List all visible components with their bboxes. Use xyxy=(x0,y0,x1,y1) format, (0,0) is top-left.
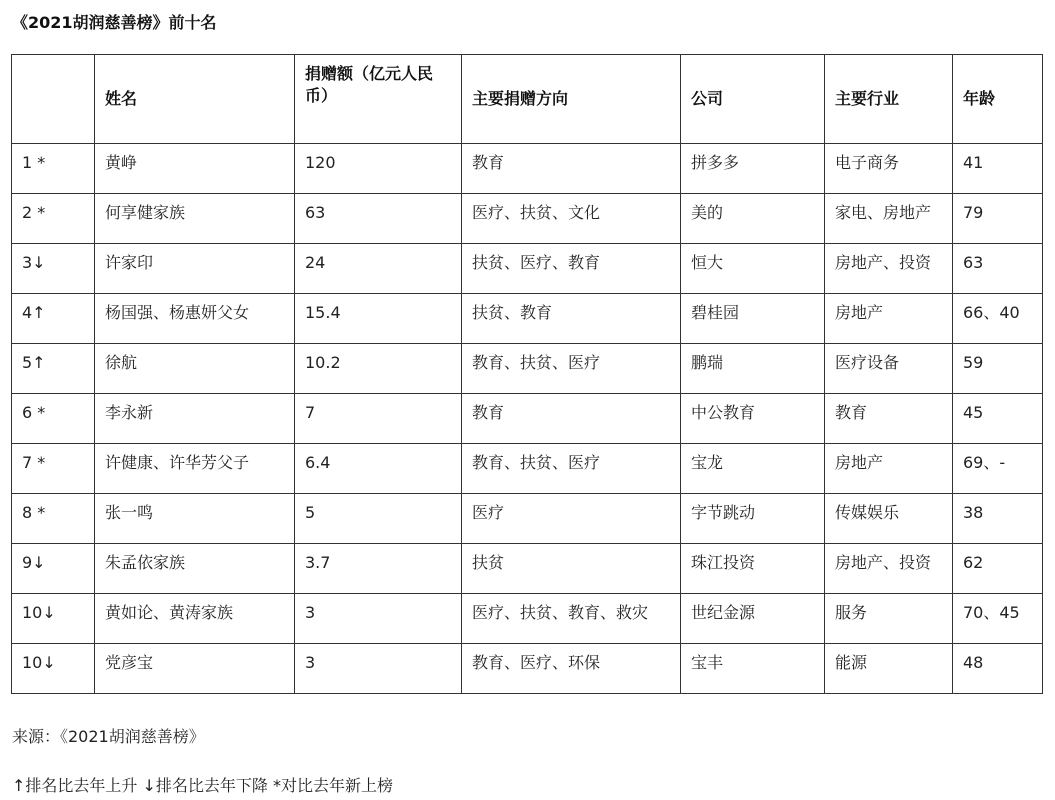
cell-age: 63 xyxy=(953,244,1043,294)
cell-company: 世纪金源 xyxy=(681,594,825,644)
cell-donation: 3 xyxy=(295,594,462,644)
cell-direction: 教育、扶贫、医疗 xyxy=(462,344,681,394)
cell-age: 59 xyxy=(953,344,1043,394)
cell-company: 碧桂园 xyxy=(681,294,825,344)
cell-age: 41 xyxy=(953,144,1043,194)
table-row xyxy=(12,394,1043,444)
cell-age: 45 xyxy=(953,394,1043,444)
header-rank xyxy=(12,55,95,144)
cell-direction: 医疗、扶贫、文化 xyxy=(462,194,681,244)
cell-direction: 医疗 xyxy=(462,494,681,544)
cell-donation: 3 xyxy=(295,644,462,694)
table-header-row xyxy=(12,55,1043,144)
cell-name: 何享健家族 xyxy=(95,194,295,244)
cell-direction: 医疗、扶贫、教育、救灾 xyxy=(462,594,681,644)
legend-note: ↑排名比去年上升 ↓排名比去年下降 *对比去年新上榜 xyxy=(12,776,393,795)
cell-rank: 7 * xyxy=(12,444,95,494)
cell-industry: 房地产 xyxy=(825,444,953,494)
header-age: 年龄 xyxy=(953,55,1043,144)
table-row xyxy=(12,294,1043,344)
cell-industry: 服务 xyxy=(825,594,953,644)
cell-age: 66、40 xyxy=(953,294,1043,344)
table-row xyxy=(12,444,1043,494)
cell-direction: 教育、医疗、环保 xyxy=(462,644,681,694)
cell-donation: 15.4 xyxy=(295,294,462,344)
cell-industry: 房地产、投资 xyxy=(825,244,953,294)
table-row xyxy=(12,594,1043,644)
table-row xyxy=(12,494,1043,544)
cell-donation: 24 xyxy=(295,244,462,294)
cell-donation: 63 xyxy=(295,194,462,244)
table-row xyxy=(12,344,1043,394)
cell-age: 79 xyxy=(953,194,1043,244)
cell-direction: 教育 xyxy=(462,394,681,444)
table-row xyxy=(12,244,1043,294)
cell-name: 黄峥 xyxy=(95,144,295,194)
cell-donation: 7 xyxy=(295,394,462,444)
cell-name: 许家印 xyxy=(95,244,295,294)
cell-rank: 10↓ xyxy=(12,594,95,644)
cell-age: 70、45 xyxy=(953,594,1043,644)
cell-name: 朱孟依家族 xyxy=(95,544,295,594)
cell-rank: 3↓ xyxy=(12,244,95,294)
page-title: 《2021胡润慈善榜》前十名 xyxy=(12,13,217,32)
cell-age: 38 xyxy=(953,494,1043,544)
cell-name: 许健康、许华芳父子 xyxy=(95,444,295,494)
cell-company: 美的 xyxy=(681,194,825,244)
cell-donation: 3.7 xyxy=(295,544,462,594)
cell-rank: 1 * xyxy=(12,144,95,194)
cell-company: 宝丰 xyxy=(681,644,825,694)
cell-direction: 教育 xyxy=(462,144,681,194)
cell-name: 徐航 xyxy=(95,344,295,394)
cell-direction: 扶贫 xyxy=(462,544,681,594)
cell-age: 48 xyxy=(953,644,1043,694)
cell-rank: 4↑ xyxy=(12,294,95,344)
cell-name: 党彦宝 xyxy=(95,644,295,694)
cell-name: 黄如论、黄涛家族 xyxy=(95,594,295,644)
cell-company: 宝龙 xyxy=(681,444,825,494)
cell-direction: 扶贫、医疗、教育 xyxy=(462,244,681,294)
cell-company: 鹏瑞 xyxy=(681,344,825,394)
cell-industry: 能源 xyxy=(825,644,953,694)
cell-age: 69、- xyxy=(953,444,1043,494)
cell-industry: 房地产 xyxy=(825,294,953,344)
cell-donation: 5 xyxy=(295,494,462,544)
cell-direction: 教育、扶贫、医疗 xyxy=(462,444,681,494)
cell-name: 张一鸣 xyxy=(95,494,295,544)
header-direction: 主要捐赠方向 xyxy=(462,55,681,144)
cell-industry: 教育 xyxy=(825,394,953,444)
table-row xyxy=(12,144,1043,194)
ranking-table xyxy=(11,54,1043,694)
cell-direction: 扶贫、教育 xyxy=(462,294,681,344)
cell-age: 62 xyxy=(953,544,1043,594)
table-row xyxy=(12,644,1043,694)
cell-industry: 电子商务 xyxy=(825,144,953,194)
cell-industry: 家电、房地产 xyxy=(825,194,953,244)
cell-rank: 8 * xyxy=(12,494,95,544)
cell-company: 恒大 xyxy=(681,244,825,294)
table-row xyxy=(12,194,1043,244)
cell-industry: 医疗设备 xyxy=(825,344,953,394)
cell-industry: 房地产、投资 xyxy=(825,544,953,594)
source-note: 来源：《2021胡润慈善榜》 xyxy=(12,727,205,746)
cell-donation: 10.2 xyxy=(295,344,462,394)
header-industry: 主要行业 xyxy=(825,55,953,144)
cell-rank: 2 * xyxy=(12,194,95,244)
cell-donation: 6.4 xyxy=(295,444,462,494)
header-company: 公司 xyxy=(681,55,825,144)
cell-rank: 5↑ xyxy=(12,344,95,394)
cell-company: 珠江投资 xyxy=(681,544,825,594)
cell-rank: 10↓ xyxy=(12,644,95,694)
cell-name: 杨国强、杨惠妍父女 xyxy=(95,294,295,344)
cell-donation: 120 xyxy=(295,144,462,194)
table-row xyxy=(12,544,1043,594)
cell-company: 字节跳动 xyxy=(681,494,825,544)
header-donation: 捐赠额（亿元人民币） xyxy=(295,55,462,144)
cell-company: 拼多多 xyxy=(681,144,825,194)
header-name: 姓名 xyxy=(95,55,295,144)
cell-name: 李永新 xyxy=(95,394,295,444)
cell-company: 中公教育 xyxy=(681,394,825,444)
cell-rank: 9↓ xyxy=(12,544,95,594)
cell-industry: 传媒娱乐 xyxy=(825,494,953,544)
cell-rank: 6 * xyxy=(12,394,95,444)
